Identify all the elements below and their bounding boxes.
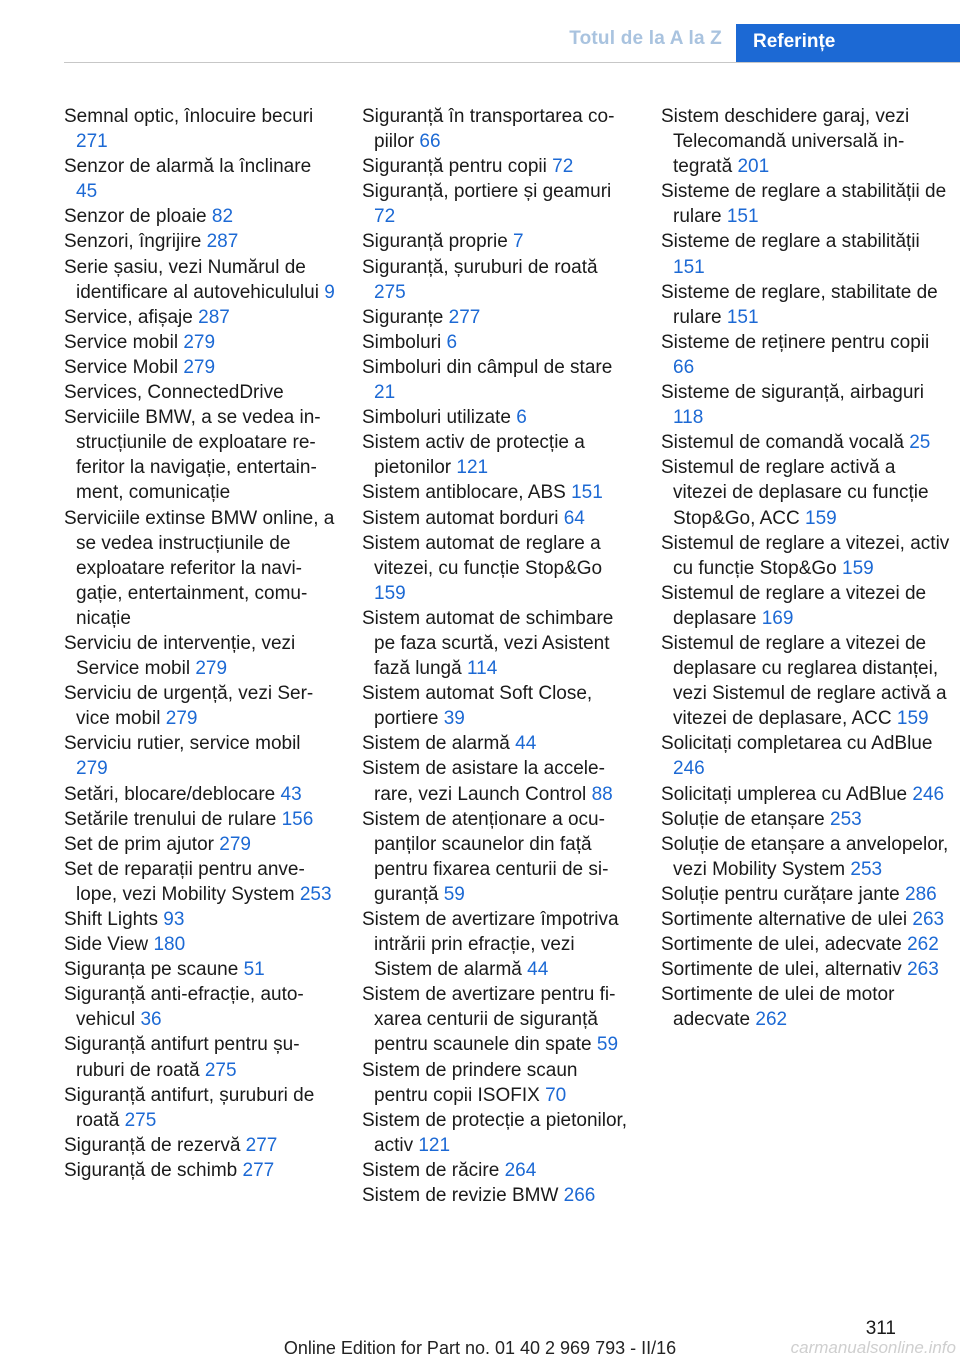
index-entry [64, 681, 336, 731]
index-entry [64, 104, 336, 154]
entry-term: Sistem antiblocare, ABS [362, 482, 566, 504]
index-entry [661, 581, 951, 631]
entry-term: Siguranță, portiere și geamuri [362, 181, 612, 203]
header-rule [64, 62, 960, 63]
index-entry [362, 506, 634, 531]
index-entry [64, 932, 336, 957]
entry-term: Setări, blocare/deblocare [64, 783, 276, 805]
entry-term: Sisteme de siguranță, airbaguri [661, 382, 924, 404]
index-entry [661, 430, 951, 455]
page-link[interactable]: 66 [419, 131, 441, 153]
page-link[interactable]: 151 [673, 256, 705, 278]
page-link[interactable]: 121 [456, 457, 489, 479]
index-entry [362, 982, 634, 1057]
entry-term: Serviciile BMW, a se vedea instrucțiunile de exploatare referitor la navigație, entertainment, comunicație [64, 407, 321, 504]
page-link[interactable]: 59 [443, 883, 465, 905]
index-entry [362, 430, 634, 480]
page-link[interactable]: 286 [905, 883, 937, 905]
index-entry [64, 506, 336, 631]
page-link[interactable]: 39 [443, 708, 465, 730]
page-link[interactable]: 44 [527, 959, 549, 981]
page-link[interactable]: 25 [909, 432, 931, 454]
page-link[interactable]: 59 [596, 1034, 619, 1056]
index-entry [362, 681, 634, 731]
index-entry [64, 380, 336, 405]
index-entry [64, 154, 336, 204]
page-link[interactable]: 262 [755, 1009, 788, 1031]
index-entry [64, 982, 336, 1032]
entry-term: Serviciu de urgență, vezi Service mobil [64, 683, 314, 730]
index-entry [64, 1158, 336, 1183]
page-link[interactable]: 118 [673, 407, 704, 429]
index-entry [362, 255, 634, 305]
edition-footer: Online Edition for Part no. 01 40 2 969 793 - II/16 [283, 1338, 677, 1358]
index-entry [661, 731, 951, 781]
entry-term: Sistemul de reglare a vitezei de deplasare cu reglarea distanței, vezi Sistemul de reglare activă a vitezei de deplasare, ACC [661, 632, 947, 730]
page-link[interactable]: 275 [124, 1109, 157, 1131]
entry-term: Siguranță pentru copii [362, 156, 547, 178]
index-entry [661, 280, 951, 330]
page-link[interactable]: 72 [552, 156, 574, 178]
entry-term: Sistem de prindere scaun pentru copii ISOFIX [362, 1059, 578, 1106]
index-entry [64, 631, 336, 681]
entry-term: Sisteme de reținere pentru copii [661, 331, 930, 353]
page-link[interactable]: 9 [324, 281, 335, 303]
index-column-2 [362, 104, 634, 1208]
index-entry [661, 330, 951, 380]
entry-term: Soluție de etanșare [661, 808, 825, 830]
index-entry [661, 631, 951, 731]
entry-term: Serviciile extinse BMW online, a se vedea instrucțiunile de exploatare referitor la navigație, entertainment, comunicație [64, 507, 335, 629]
entry-term: Serviciu de intervenție, vezi Service mobil [64, 632, 296, 680]
entry-term: Siguranța pe scaune [64, 959, 239, 981]
index-entry [362, 907, 634, 982]
page-link[interactable]: 159 [842, 557, 874, 579]
page-link[interactable]: 253 [850, 858, 883, 880]
entry-term: Semnal optic, înlocuire becuri [64, 106, 314, 127]
page-link[interactable]: 275 [374, 281, 406, 303]
index-entry [661, 907, 951, 932]
entry-term: Sortimente de ulei, alternativ [661, 959, 902, 981]
entry-term: Senzor de ploaie [64, 206, 207, 228]
index-entry [362, 1183, 634, 1208]
index-entry [362, 480, 634, 505]
page-link[interactable]: 36 [140, 1009, 162, 1031]
page-link[interactable]: 121 [418, 1134, 451, 1156]
entry-term: Sortimente de ulei de motor adecvate [661, 984, 895, 1031]
index-entry [661, 882, 951, 907]
entry-term: Sistem de atenționare a ocupanților scaunelor din față pentru fixarea centurii de siguranță [362, 808, 609, 905]
page-link[interactable]: 159 [896, 708, 929, 730]
page-link[interactable]: 6 [446, 331, 458, 353]
page-link[interactable]: 287 [198, 306, 230, 328]
page-link[interactable]: 156 [281, 808, 314, 830]
index-entry [362, 1058, 634, 1108]
index-entry [64, 907, 336, 932]
page-link[interactable]: 114 [466, 658, 498, 680]
entry-term: Siguranțe [362, 306, 444, 328]
page-link[interactable]: 279 [183, 356, 216, 378]
page-link[interactable]: 263 [907, 959, 939, 981]
index-entry [64, 782, 336, 807]
index-entry [661, 455, 951, 530]
entry-term: Services, ConnectedDrive [64, 382, 284, 404]
page-link[interactable]: 277 [245, 1134, 278, 1156]
entry-term: Senzori, îngrijire [64, 231, 202, 253]
index-entry [661, 957, 951, 982]
page-link[interactable]: 264 [504, 1159, 537, 1181]
entry-term: Siguranță antifurt pentru șuruburi de roată [64, 1034, 300, 1081]
entry-term: Simboluri [362, 331, 442, 353]
index-entry [64, 857, 336, 907]
entry-term: Siguranță, șuruburi de roată [362, 256, 598, 278]
page-link[interactable]: 246 [912, 783, 945, 805]
entry-term: Serviciu rutier, service mobil [64, 733, 301, 755]
page-link[interactable]: 266 [563, 1185, 596, 1207]
entry-term: Sistem de alarmă [362, 733, 510, 755]
page-link[interactable]: 51 [243, 959, 265, 981]
index-entry [362, 606, 634, 681]
index-entry [362, 229, 634, 254]
index-entry [661, 832, 951, 882]
page-link[interactable]: 70 [545, 1084, 567, 1106]
entry-term: Sistemul de reglare activă a vitezei de deplasare cu funcție Stop&Go, ACC [661, 457, 929, 529]
page-link[interactable]: 287 [206, 231, 239, 253]
page-link[interactable]: 277 [448, 306, 481, 328]
page-link[interactable]: 21 [374, 382, 396, 404]
index-entry [362, 104, 634, 154]
index-entry [661, 229, 951, 279]
entry-term: Simboluri din câmpul de stare [362, 356, 613, 378]
entry-term: Sisteme de reglare, stabilitate de rulare [661, 281, 938, 328]
entry-term: Setările trenului de rulare [64, 808, 277, 830]
entry-term: Senzor de alarmă la înclinare [64, 156, 312, 178]
entry-term: Shift Lights [64, 909, 158, 930]
index-entry [661, 531, 951, 581]
entry-term: Sortimente alternative de ulei [661, 909, 908, 930]
entry-term: Solicitați umplerea cu AdBlue [661, 783, 908, 805]
entry-term: Soluție pentru curățare jante [661, 883, 900, 905]
watermark: carmanualsonline.info [790, 1338, 956, 1357]
index-entry [362, 355, 634, 405]
page-link[interactable]: 43 [280, 783, 302, 805]
entry-term: Set de prim ajutor [64, 833, 214, 855]
page-link[interactable]: 279 [195, 658, 228, 680]
entry-term: Siguranță antifurt, șuruburi de roată [64, 1084, 315, 1131]
index-entry [661, 932, 951, 957]
page-link[interactable]: 279 [183, 331, 216, 353]
entry-term: Sortimente de ulei, adecvate [661, 934, 902, 956]
page-link[interactable]: 159 [374, 582, 406, 604]
entry-term: Sistem de răcire [362, 1159, 500, 1181]
page-link[interactable]: 262 [907, 934, 939, 956]
entry-term: Simboluri utilizate [362, 407, 511, 429]
index-entry [64, 832, 336, 857]
page-link[interactable]: 44 [515, 733, 537, 755]
entry-term: Sistem automat Soft Close, portiere [362, 683, 593, 730]
index-entry [64, 807, 336, 832]
entry-term: Siguranță anti-efracție, autovehicul [64, 984, 304, 1031]
entry-term: Sisteme de reglare a stabilității [661, 231, 920, 253]
page-link[interactable]: 271 [76, 131, 108, 153]
entry-term: Service mobil [64, 331, 179, 353]
page-link[interactable]: 279 [76, 758, 108, 780]
entry-term: Sistemul de reglare a vitezei, activ cu funcție Stop&Go [661, 532, 950, 579]
index-entry [64, 1133, 336, 1158]
entry-term: Set de reparații pentru anvelope, vezi Mobility System [64, 858, 305, 905]
index-entry [362, 756, 634, 806]
index-entry [661, 380, 951, 430]
index-entry [64, 1032, 336, 1082]
index-entry [362, 305, 634, 330]
page-link[interactable]: 246 [673, 758, 705, 780]
index-entry [64, 204, 336, 229]
page-link[interactable]: 275 [204, 1059, 237, 1081]
index-entry [661, 179, 951, 229]
entry-term: Sistem automat de reglare a vitezei, cu funcție Stop&Go [362, 532, 603, 579]
page-link[interactable]: 82 [211, 206, 234, 228]
entry-term: Sistem automat de schimbare pe faza scurtă, vezi Asistent fază lungă [362, 607, 614, 680]
page-link[interactable]: 151 [726, 206, 759, 228]
page-link[interactable]: 7 [513, 231, 524, 253]
index-entry [362, 179, 634, 229]
entry-term: Sistem de protecție a pietonilor, activ [362, 1109, 628, 1156]
entry-term: Siguranță în transportarea copiilor [362, 106, 615, 153]
entry-term: Service, afișaje [64, 306, 193, 328]
entry-term: Sistemul de comandă vocală [661, 432, 904, 454]
page-link[interactable]: 45 [76, 181, 98, 203]
page-link[interactable]: 201 [737, 156, 770, 178]
entry-term: Side View [64, 934, 149, 956]
page-link[interactable]: 66 [673, 356, 695, 378]
index-entry [64, 229, 336, 254]
index-entry [64, 731, 336, 781]
index-entry [64, 957, 336, 982]
page-link[interactable]: 169 [761, 607, 794, 629]
entry-term: Solicitați completarea cu AdBlue [661, 733, 933, 755]
entry-term: Siguranță de rezervă [64, 1134, 241, 1156]
index-entry [362, 330, 634, 355]
section-tab[interactable]: Totul de la A la Z [569, 28, 722, 49]
index-entry [64, 305, 336, 330]
page-link[interactable]: 263 [912, 909, 945, 930]
page-link[interactable]: 277 [242, 1159, 275, 1181]
entry-term: Sisteme de reglare a stabilității de rulare [661, 181, 947, 228]
entry-term: Siguranță de schimb [64, 1159, 238, 1181]
page-link[interactable]: 88 [591, 783, 613, 805]
index-entry [661, 782, 951, 807]
references-tab[interactable]: Referințe [736, 24, 960, 62]
index-entry [661, 982, 951, 1032]
page-link[interactable]: 64 [563, 507, 585, 529]
page-link[interactable]: 93 [163, 909, 185, 930]
entry-term: Sistem activ de protecție a pietonilor [362, 432, 585, 479]
entry-term: Sistem de asistare la accelerare, vezi Launch Control [362, 758, 605, 805]
entry-term: Soluție de etanșare a anvelopelor, vezi Mobility System [661, 833, 949, 880]
index-entry [661, 807, 951, 832]
index-entry [64, 355, 336, 380]
index-entry [64, 330, 336, 355]
entry-term: Siguranță proprie [362, 231, 508, 253]
entry-term: Sistem de revizie BMW [362, 1185, 559, 1207]
index-entry [64, 255, 336, 305]
page-link[interactable]: 159 [805, 507, 837, 529]
entry-term: Sistem de avertizare împotriva intrării prin efracție, vezi Sistem de alarmă [362, 909, 619, 981]
index-column-1 [64, 104, 336, 1183]
index-entry [64, 1083, 336, 1133]
index-entry [362, 531, 634, 606]
page-link[interactable]: 253 [830, 808, 862, 830]
page-link[interactable]: 279 [219, 833, 251, 855]
index-column-3 [661, 104, 951, 1032]
page-link[interactable]: 253 [299, 883, 332, 905]
index-entry [362, 731, 634, 756]
index-entry [362, 154, 634, 179]
page-link[interactable]: 151 [571, 482, 603, 504]
entry-term: Sistem automat borduri [362, 507, 559, 529]
entry-term: Sistem deschidere garaj, vezi Telecomandă universală integrată [661, 106, 910, 178]
entry-term: Serie șasiu, vezi Numărul de identificare al autovehiculului [64, 256, 319, 303]
index-entry [362, 807, 634, 907]
index-entry [661, 104, 951, 179]
index-entry [362, 405, 634, 430]
page-link[interactable]: 151 [726, 306, 759, 328]
page-link[interactable]: 72 [374, 206, 396, 228]
index-entry [362, 1158, 634, 1183]
index-entry [64, 405, 336, 505]
page-link[interactable]: 279 [165, 708, 198, 730]
index-entry [362, 1108, 634, 1158]
entry-term: Sistem de avertizare pentru fixarea centurii de siguranță pentru scaunele din spate [362, 984, 616, 1056]
entry-term: Sistemul de reglare a vitezei de deplasare [661, 582, 927, 629]
page-number: 311 [865, 1318, 896, 1339]
page-link[interactable]: 6 [516, 407, 527, 429]
entry-term: Service Mobil [64, 356, 179, 378]
page-link[interactable]: 180 [153, 934, 186, 956]
